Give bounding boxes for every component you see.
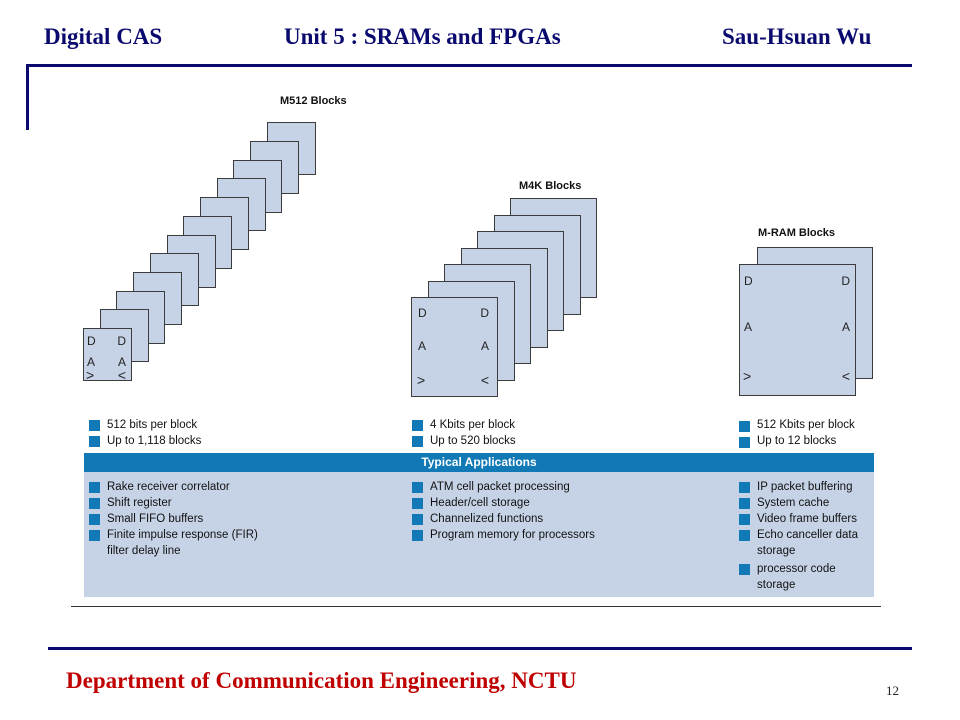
spec-item: Up to 520 blocks [430, 435, 516, 447]
application-item: IP packet buffering [757, 481, 853, 493]
header-rule [26, 64, 912, 67]
bullet-icon [412, 482, 423, 493]
application-item: System cache [757, 497, 830, 509]
bullet-icon [89, 514, 100, 525]
application-item: Finite impulse response (FIR) [107, 529, 258, 541]
bullet-icon [739, 514, 750, 525]
bullet-icon [739, 421, 750, 432]
bullet-icon [412, 436, 423, 447]
spec-item: 4 Kbits per block [430, 419, 516, 431]
application-item-continued: storage [757, 545, 796, 557]
pin-d-left: D [744, 274, 753, 288]
mram-title: M-RAM Blocks [758, 227, 836, 239]
pin-a-left: A [87, 355, 96, 369]
clock-in-icon: > [86, 367, 95, 383]
bullet-icon [739, 437, 750, 448]
pin-a-left: A [744, 320, 753, 334]
clock-in-icon: > [743, 368, 752, 384]
m4k-title: M4K Blocks [519, 180, 582, 192]
memory-block-front [83, 328, 132, 381]
clock-out-icon: < [480, 372, 489, 388]
spec-item: 512 bits per block [107, 419, 198, 431]
bullet-icon [412, 530, 423, 541]
clock-out-icon: < [117, 367, 126, 383]
application-item-continued: filter delay line [107, 545, 181, 557]
application-item: Shift register [107, 497, 172, 509]
mram-block-front [739, 264, 856, 396]
memory-block-front [411, 297, 498, 397]
header-course: Digital CAS [44, 24, 163, 49]
footer-department: Department of Communication Engineering, NCTU [66, 668, 577, 693]
clock-out-icon: < [841, 368, 850, 384]
bullet-icon [739, 530, 750, 541]
page-number: 12 [886, 683, 899, 698]
clock-in-icon: > [417, 372, 426, 388]
spec-item: Up to 12 blocks [757, 435, 837, 447]
application-item: processor code [757, 563, 836, 575]
diagram-baseline [71, 606, 881, 607]
bullet-icon [412, 514, 423, 525]
pin-a-left: A [418, 339, 427, 353]
bullet-icon [739, 482, 750, 493]
bullet-icon [739, 564, 750, 575]
application-item: Echo canceller data [757, 529, 859, 541]
pin-d-right: D [841, 274, 850, 288]
spec-item: Up to 1,118 blocks [107, 435, 202, 447]
bullet-icon [412, 498, 423, 509]
application-item: Rake receiver correlator [107, 481, 230, 493]
bullet-icon [412, 420, 423, 431]
bullet-icon [89, 436, 100, 447]
application-item: Header/cell storage [430, 497, 530, 509]
pin-d-right: D [480, 306, 489, 320]
pin-d-right: D [117, 334, 126, 348]
application-item: Small FIFO buffers [107, 513, 204, 525]
applications-header: Typical Applications [84, 453, 874, 472]
application-item: Channelized functions [430, 513, 544, 525]
pin-a-right: A [117, 355, 126, 369]
application-item-continued: storage [757, 579, 796, 591]
header-author: Sau-Hsuan Wu [722, 24, 872, 49]
bullet-icon [89, 530, 100, 541]
pin-d-left: D [87, 334, 96, 348]
spec-item: 512 Kbits per block [757, 419, 855, 431]
m512-title: M512 Blocks [280, 95, 347, 107]
header-unit-title: Unit 5 : SRAMs and FPGAs [284, 24, 561, 49]
bullet-icon [89, 498, 100, 509]
application-item: ATM cell packet processing [430, 481, 570, 493]
footer-rule [48, 647, 912, 650]
application-item: Program memory for processors [430, 529, 595, 541]
pin-d-left: D [418, 306, 427, 320]
pin-a-right: A [480, 339, 489, 353]
bullet-icon [89, 420, 100, 431]
pin-a-right: A [841, 320, 850, 334]
application-item: Video frame buffers [757, 513, 857, 525]
bullet-icon [739, 498, 750, 509]
header-side-rule [26, 64, 29, 130]
bullet-icon [89, 482, 100, 493]
